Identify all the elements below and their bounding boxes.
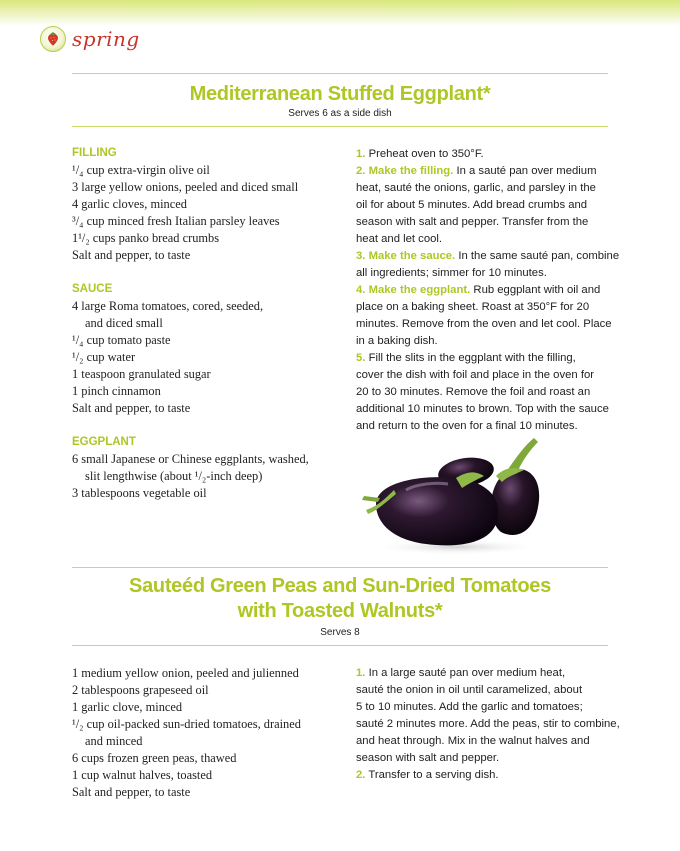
step-line: sauté 2 minutes more. Add the peas, stir to combine, [356, 718, 620, 730]
recipe1-title: Mediterranean Stuffed Eggplant* [189, 83, 491, 105]
title-rule-top [72, 73, 608, 74]
step-line: heat, sauté the onions, garlic, and parsley in the [356, 182, 596, 194]
step-line: and return to the oven for a final 10 minutes. [356, 420, 578, 432]
eggplant-heading: EGGPLANT [72, 436, 136, 448]
section-label: spring [72, 27, 140, 51]
step-line: season with salt and pepper. [356, 752, 500, 764]
ingredient-item: 1 teaspoon granulated sugar [72, 367, 211, 381]
ingredient-item: and diced small [85, 316, 163, 330]
ingredient-item: and minced [85, 734, 143, 748]
step-line: heat and let cool. [356, 233, 443, 245]
step-4: 4. Make the eggplant. Rub eggplant with oil and [356, 284, 601, 296]
step-2: 2. Transfer to a serving dish. [356, 769, 499, 781]
ingredient-item: 1 garlic clove, minced [72, 700, 183, 714]
step-line: and heat through. Mix in the walnut halves and [356, 735, 590, 747]
step-3: 3. Make the sauce. In the same sauté pan, combine [356, 250, 620, 262]
ingredient-item: 4 large Roma tomatoes, cored, seeded, [72, 299, 264, 313]
step-line: all ingredients; simmer for 10 minutes. [356, 267, 547, 279]
step-line: cover the dish with foil and place in the oven for [356, 369, 595, 381]
recipe1-ingredients [72, 145, 309, 502]
ingredient-item: 3 large yellow onions, peeled and diced small [72, 180, 299, 194]
step-1: 1. Preheat oven to 350°F. [356, 148, 484, 160]
title-rule-bottom [72, 126, 608, 127]
ingredient-item: Salt and pepper, to taste [72, 401, 191, 415]
title-rule-bottom-2 [72, 645, 608, 646]
step-5: 5. Fill the slits in the eggplant with the filling, [356, 352, 576, 364]
step-line: in a baking dish. [356, 335, 438, 347]
title-rule-top-2 [72, 567, 608, 568]
ingredient-item: slit lengthwise (about ¹/₂-inch deep) [85, 469, 263, 483]
ingredient-item: 6 small Japanese or Chinese eggplants, washed, [72, 452, 309, 466]
ingredient-item: ¹/₂ cup oil-packed sun-dried tomatoes, drained [72, 717, 301, 731]
step-line: 5 to 10 minutes. Add the garlic and tomatoes; [356, 701, 583, 713]
sauce-heading: SAUCE [72, 283, 113, 295]
recipe1-steps [356, 146, 619, 435]
recipe2-ingredients [72, 665, 301, 801]
step-line: additional 10 minutes to brown. Top with the sauce [356, 403, 609, 415]
recipe2-title-line1: Sauteéd Green Peas and Sun-Dried Tomatoes [129, 575, 551, 597]
step-line: oil for about 5 minutes. Add bread crumbs and [356, 199, 588, 211]
ingredient-item: ¹/₂ cup water [72, 350, 136, 364]
ingredient-item: 2 tablespoons grapeseed oil [72, 683, 209, 697]
ingredient-item: 1 medium yellow onion, peeled and julienned [72, 666, 299, 680]
ingredient-item: 1¹/₂ cups panko bread crumbs [72, 231, 220, 245]
step-line: place on a baking sheet. Roast at 350°F for 20 [356, 301, 590, 313]
eggplant-photo [356, 432, 556, 557]
ingredient-item: ³/₄ cup minced fresh Italian parsley leaves [72, 214, 280, 228]
ingredient-item: ¹/₄ cup extra-virgin olive oil [72, 163, 210, 177]
ingredient-item: 1 pinch cinnamon [72, 384, 161, 398]
recipe2-serves: Serves 8 [320, 627, 360, 638]
recipe1-serves: Serves 6 as a side dish [288, 108, 392, 119]
section-header [40, 26, 140, 52]
top-gradient-bar [0, 0, 680, 26]
strawberry-icon [40, 26, 66, 52]
recipe2-title-line2: with Toasted Walnuts* [237, 600, 443, 622]
recipe2-steps [356, 665, 620, 784]
ingredient-item: 6 cups frozen green peas, thawed [72, 751, 237, 765]
ingredient-item: 1 cup walnut halves, toasted [72, 768, 213, 782]
step-line: season with salt and pepper. Transfer from the [356, 216, 589, 228]
step-1: 1. In a large sauté pan over medium heat, [356, 667, 566, 679]
step-line: minutes. Remove from the oven and let cool. Place [356, 318, 612, 330]
ingredient-item: Salt and pepper, to taste [72, 248, 191, 262]
step-2: 2. Make the filling. In a sauté pan over medium [356, 165, 597, 177]
step-line: sauté the onion in oil until caramelized, about [356, 684, 583, 696]
filling-heading: FILLING [72, 147, 117, 159]
ingredient-item: 4 garlic cloves, minced [72, 197, 187, 211]
ingredient-item: ¹/₄ cup tomato paste [72, 333, 171, 347]
ingredient-item: 3 tablespoons vegetable oil [72, 486, 207, 500]
ingredient-item: Salt and pepper, to taste [72, 785, 191, 799]
step-line: 20 to 30 minutes. Remove the foil and roast an [356, 386, 591, 398]
